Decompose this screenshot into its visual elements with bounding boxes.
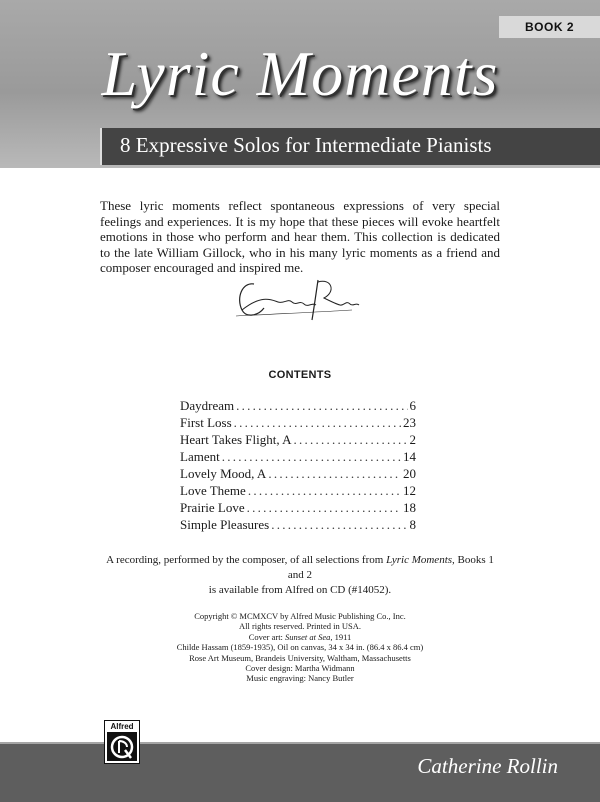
museum-line: Rose Art Museum, Brandeis University, Waltham, Massachusetts xyxy=(189,652,411,663)
book-label: BOOK 2 xyxy=(499,16,600,38)
recording-text-start: A recording, performed by the composer, of all selections from xyxy=(106,554,387,566)
cover-art-label: Cover art: xyxy=(248,631,286,642)
toc-title: Heart Takes Flight, A xyxy=(180,432,292,447)
toc-page: 20 xyxy=(403,466,416,481)
publisher-logo-text: Alfred xyxy=(110,722,134,731)
toc-title: Prairie Love xyxy=(180,500,245,515)
table-of-contents xyxy=(180,397,416,533)
toc-page: 2 xyxy=(409,432,416,447)
toc-page: 14 xyxy=(403,449,416,464)
recording-line-2: is available from Alfred on CD (#14052). xyxy=(208,584,392,596)
copyright-line: Copyright © MCMXCV by Alfred Music Publishing Co., Inc. xyxy=(194,611,406,621)
toc-entry xyxy=(180,499,416,516)
toc-leader xyxy=(234,414,401,431)
cover-art-line xyxy=(100,632,500,642)
cover-design-line: Cover design: Martha Widmann xyxy=(245,663,355,674)
toc-title: First Loss xyxy=(180,415,232,430)
book-title: Lyric Moments xyxy=(101,38,499,109)
toc-entry xyxy=(180,465,416,482)
toc-leader xyxy=(236,397,407,414)
credits-block xyxy=(100,611,500,684)
toc-leader xyxy=(247,499,401,516)
book-subtitle: 8 Expressive Solos for Intermediate Pianists xyxy=(120,133,492,157)
publisher-mark-icon xyxy=(107,732,137,761)
toc-page: 8 xyxy=(409,517,416,532)
footer-bar xyxy=(0,742,600,802)
header-banner xyxy=(0,0,600,168)
toc-leader xyxy=(294,431,408,448)
toc-page: 18 xyxy=(403,500,416,515)
recording-line-1 xyxy=(100,553,500,583)
toc-leader xyxy=(271,516,407,533)
toc-page: 23 xyxy=(403,415,416,430)
subtitle-bar xyxy=(100,128,600,165)
toc-entry xyxy=(180,414,416,431)
artist-line: Childe Hassam (1859-1935), Oil on canvas, 34 x 34 in. (86.4 x 86.4 cm) xyxy=(176,642,424,653)
publisher-logo-mark xyxy=(107,732,137,761)
contents-heading: CONTENTS xyxy=(268,369,332,381)
toc-entry xyxy=(180,482,416,499)
intro-paragraph: These lyric moments reflect spontaneous expressions of very special feelings and experiences. It is my hope that these pieces will evoke heartfelt emotions in those who perform and hear them. This collection is dedicated to the late William Gillock, who in his many lyric moments as a friend and composer encouraged and inspired me. xyxy=(100,198,500,275)
toc-entry xyxy=(180,431,416,448)
publisher-logo xyxy=(104,720,140,764)
toc-leader xyxy=(222,448,401,465)
toc-entry xyxy=(180,516,416,533)
toc-leader xyxy=(248,482,401,499)
author-signature xyxy=(232,274,362,324)
engraving-line: Music engraving: Nancy Butler xyxy=(246,673,354,684)
cover-art-title: Sunset at Sea, xyxy=(285,631,333,642)
recording-text-end: Books 1 and 2 xyxy=(287,554,494,581)
toc-page: 6 xyxy=(409,398,416,413)
toc-entry xyxy=(180,397,416,414)
toc-title: Simple Pleasures xyxy=(180,517,270,532)
author-name: Catherine Rollin xyxy=(417,754,558,778)
rights-line: All rights reserved. Printed in USA. xyxy=(238,621,362,632)
recording-title: Lyric Moments, xyxy=(386,554,455,566)
toc-title: Lovely Mood, A xyxy=(180,466,267,481)
toc-title: Lament xyxy=(180,449,220,464)
toc-page: 12 xyxy=(403,483,416,498)
recording-note xyxy=(100,553,500,598)
toc-leader xyxy=(268,465,401,482)
cover-art-year: 1911 xyxy=(332,631,352,642)
toc-title: Daydream xyxy=(180,398,235,413)
toc-title: Love Theme xyxy=(180,483,246,498)
toc-entry xyxy=(180,448,416,465)
